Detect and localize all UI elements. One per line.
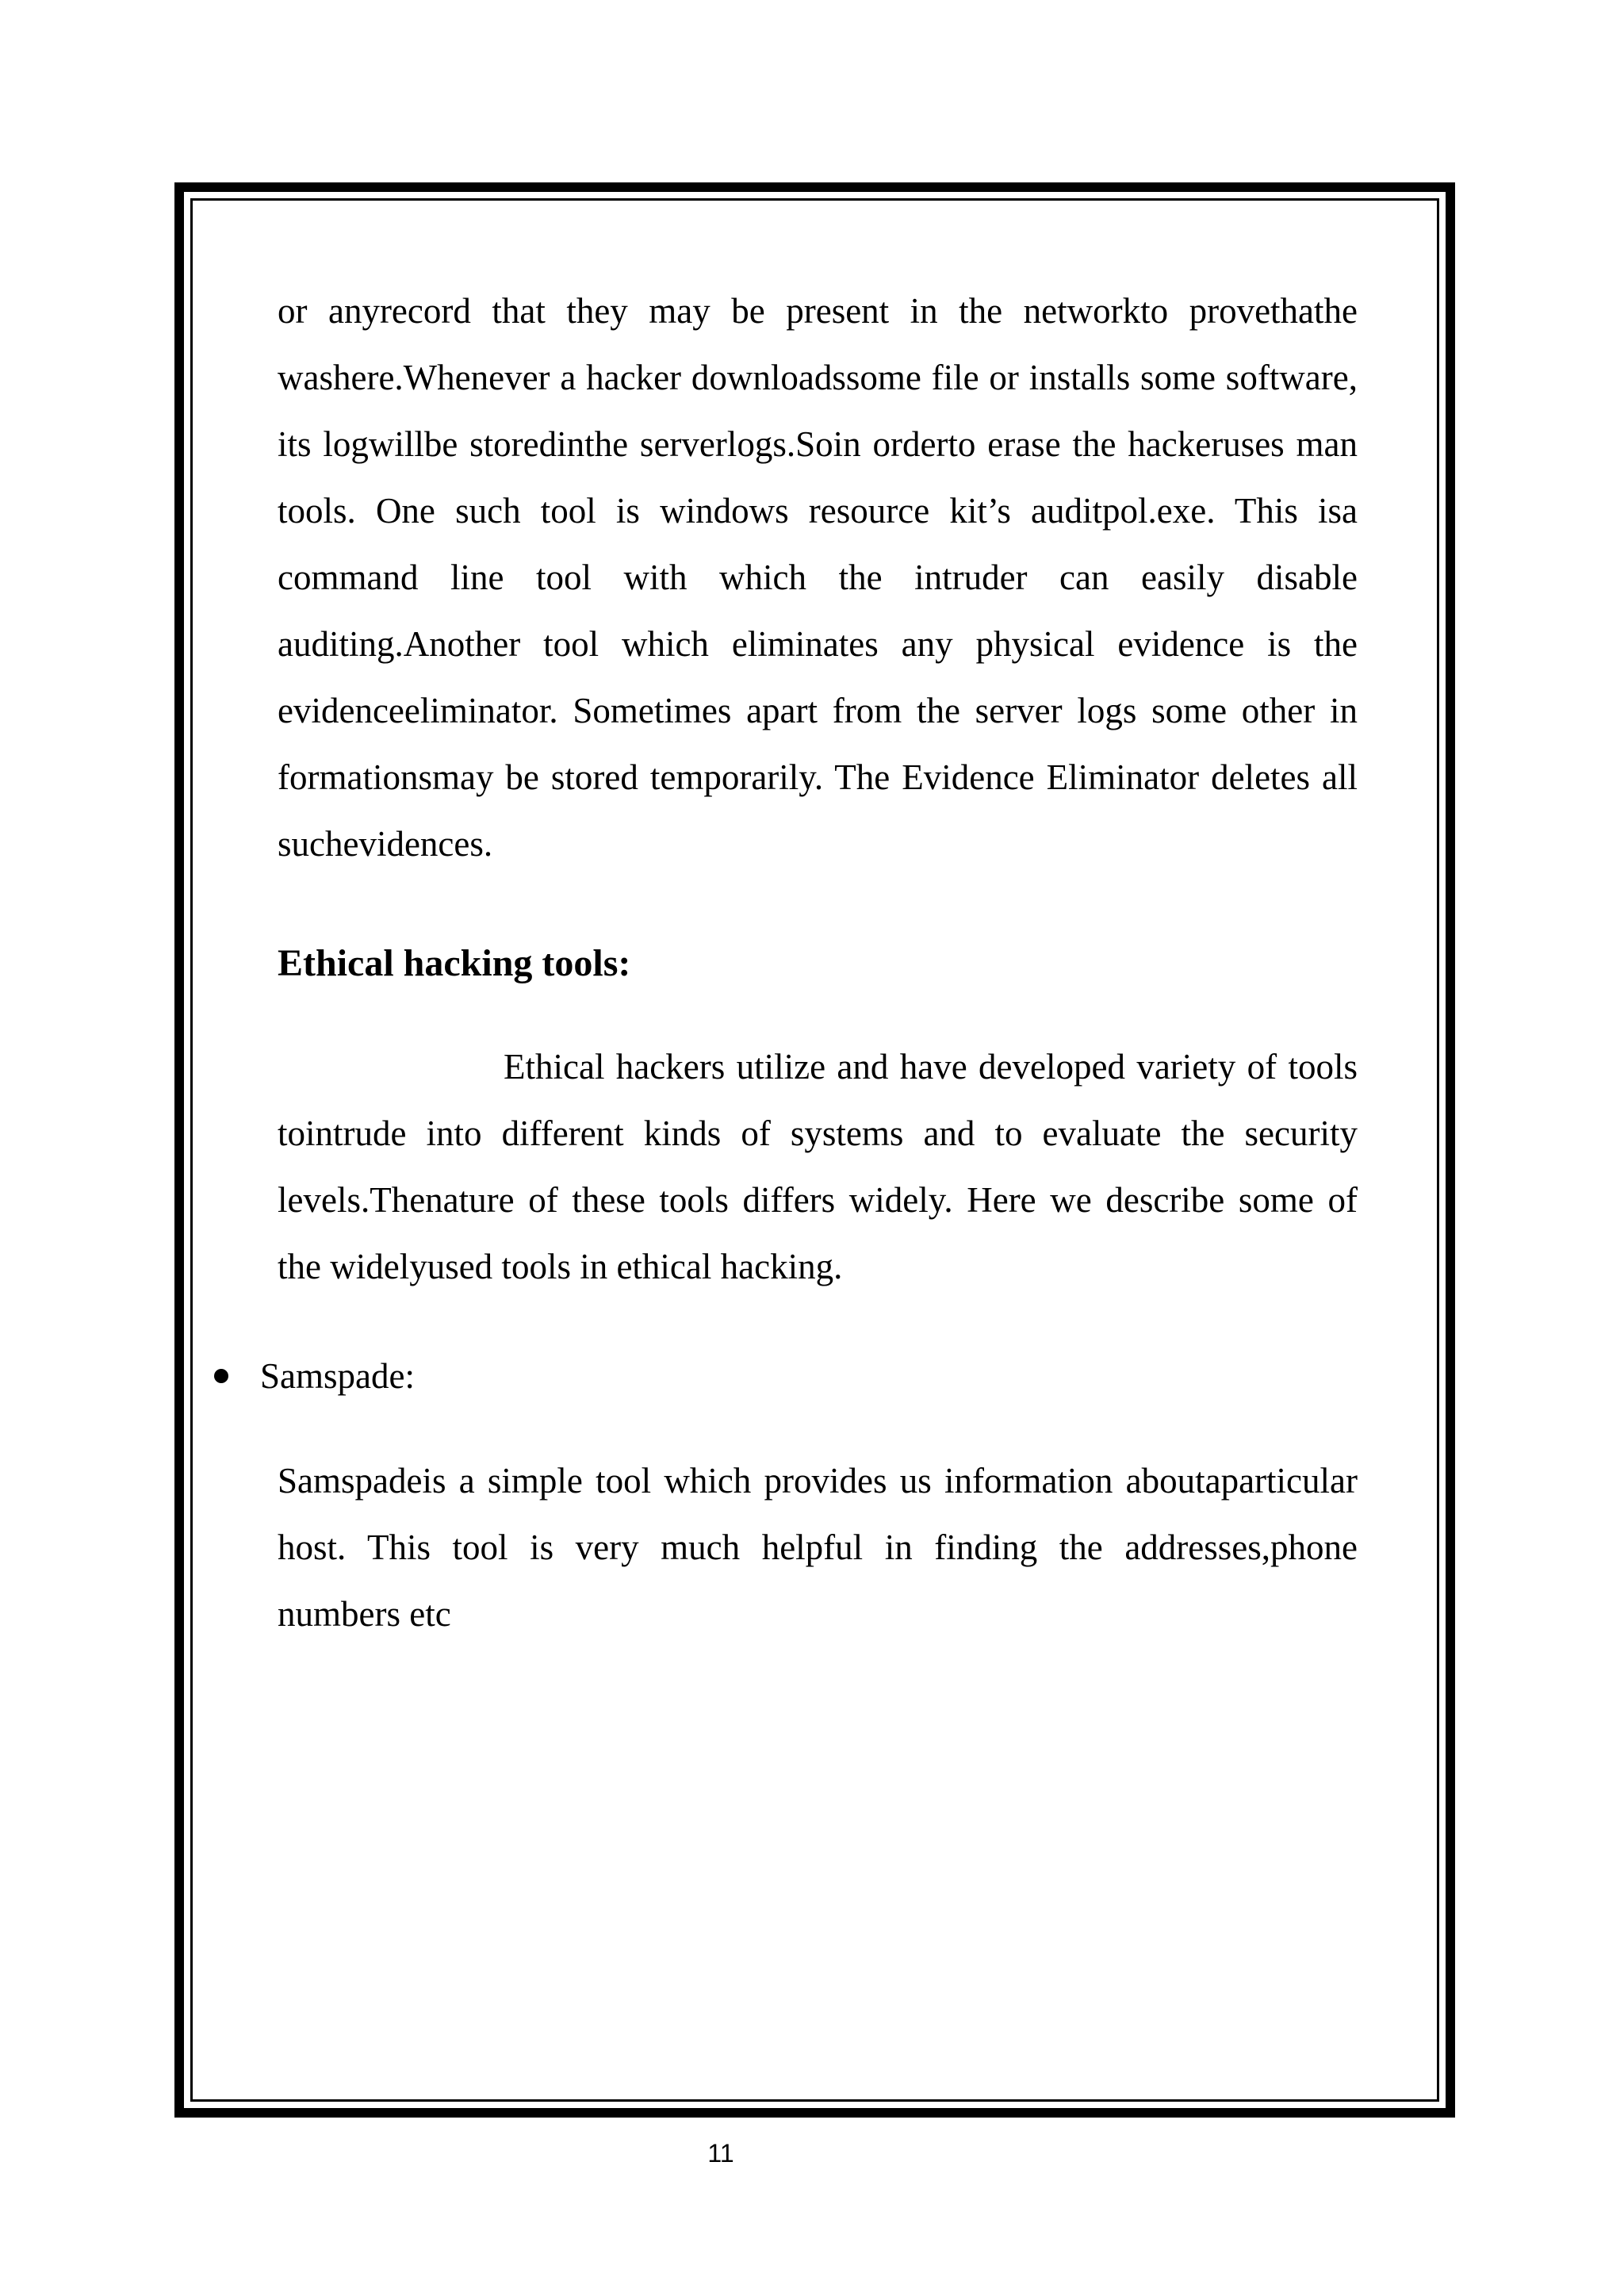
page-number: 11: [707, 2139, 734, 2168]
section-heading: Ethical hacking tools:: [278, 942, 631, 984]
bullet-label: Samspade:: [260, 1356, 415, 1396]
paragraph-samspade: Samspadeis a simple tool which provides us information aboutaparticular host. This tool is very much helpful in finding the addresses,phone numbers etc: [278, 1461, 1358, 1634]
section-tools-intro: [278, 1033, 1358, 1300]
section-ethical-hacking-tools: [278, 940, 1358, 987]
section-samspade-description: [278, 1447, 1358, 1647]
paragraph-log-erasure: or anyrecord that they may be present in the networkto provethathe washere.Whenever a hacker downloadssome file or installs some software, its logwillbe storedinthe serverlogs.Soin orderto erase the hackeruses man tools. One such tool is windows resource kit’s auditpol.exe. This isa command line tool with which the intruder can easily disable auditing.Another tool which eliminates any physical evidence is the evidenceeliminator. Sometimes apart from the server logs some other in formationsmay be stored temporarily. The Evidence Eliminator deletes all suchevidences.: [278, 291, 1358, 864]
bullet-item-samspade: [214, 1352, 415, 1400]
paragraph-tools-intro: Ethical hackers utilize and have developed variety of tools tointrude into different kinds of systems and to evaluate the security levels.Thenature of these tools differs widely. Here we describe some of the widelyused tools in ethical hacking.: [278, 1047, 1358, 1286]
bullet-icon: [214, 1369, 228, 1383]
